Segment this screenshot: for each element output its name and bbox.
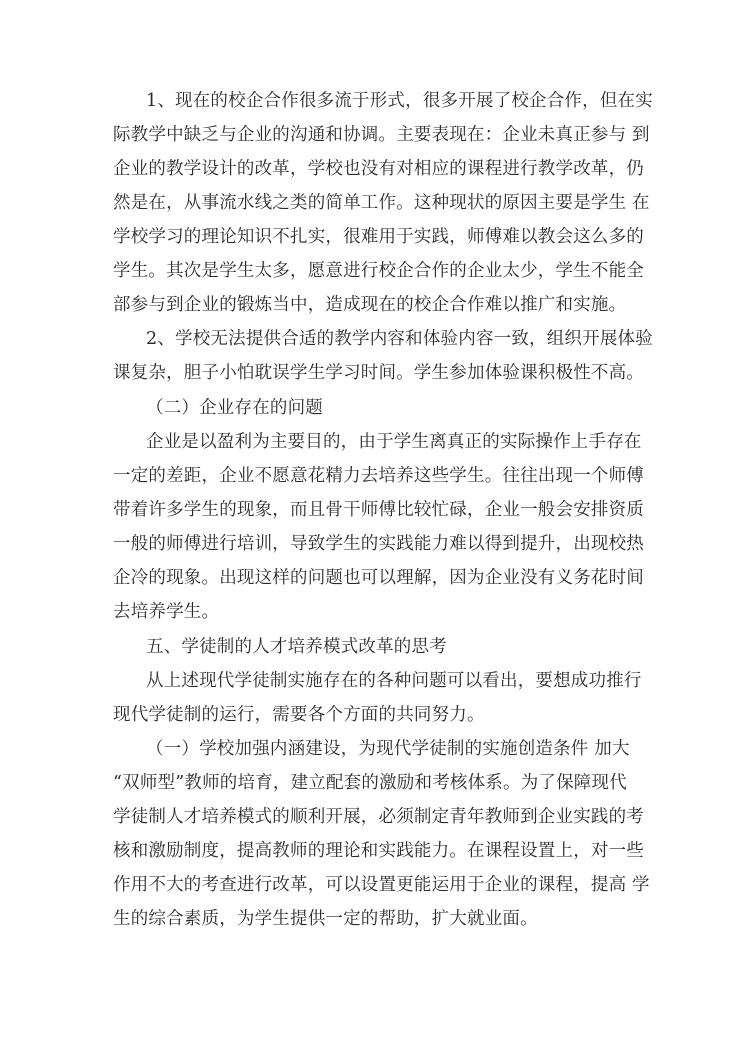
paragraph-line: 企冷的现象。出现这样的问题也可以理解，因为企业没有义务花时间 [113, 568, 644, 588]
paragraph-line: 核和激励制度，提高教师的理论和实践能力。在课程设置上，对一些 [113, 841, 644, 861]
paragraph-line: 际教学中缺乏与企业的沟通和协调。主要表现在：企业未真正参与 到 [113, 125, 650, 145]
paragraph-line: 课复杂，胆子小怕耽误学生学习时间。学生参加体验课积极性不高。 [113, 363, 644, 383]
paragraph-line: 从上述现代学徒制实施存在的各种问题可以看出，要想成功推行 [146, 671, 642, 691]
paragraph-line: 学徒制人才培养模式的顺利开展，必须制定青年教师到企业实践的考 [113, 807, 644, 827]
paragraph-line: 带着许多学生的现象，而且骨干师傅比较忙碌，企业一般会安排资质 [113, 500, 644, 520]
paragraph-line: 学校学习的理论知识不扎实，很难用于实践，师傅难以教会这么多的 [113, 227, 644, 247]
paragraph-line: 企业的教学设计的改革，学校也没有对相应的课程进行教学改革，仍 [113, 159, 644, 179]
paragraph-line: 部参与到企业的锻炼当中，造成现在的校企合作难以推广和实施。 [113, 295, 627, 315]
paragraph-line: 一定的差距，企业不愿意花精力去培养这些学生。往往出现一个师傅 [113, 466, 644, 486]
paragraph-line: 学生。其次是学生太多，愿意进行校企合作的企业太少，学生不能全 [113, 261, 644, 281]
paragraph-line: “双师型”教师的培育，建立配套的激励和考核体系。为了保障现代 [113, 773, 627, 793]
paragraph-line: 去培养学生。 [113, 602, 220, 622]
section-heading: 五、学徒制的人才培养模式改革的思考 [146, 637, 447, 657]
section-heading: （二）企业存在的问题 [146, 398, 323, 418]
paragraph-line: 作用不大的考查进行改革，可以设置更能运用于企业的课程，提高 学 [113, 875, 650, 895]
paragraph-line: 现代学徒制的运行，需要各个方面的共同努力。 [113, 705, 485, 725]
paragraph-line: 一般的师傅进行培训，导致学生的实践能力难以得到提升，出现校热 [113, 534, 644, 554]
paragraph-line: 1、现在的校企合作很多流于形式，很多开展了校企合作，但在实 [146, 91, 653, 111]
paragraph-line: 企业是以盈利为主要目的，由于学生离真正的实际操作上手存在 [146, 432, 642, 452]
paragraph-line: 2、学校无法提供合适的教学内容和体验内容一致，组织开展体验 [146, 329, 653, 349]
paragraph-line: （一）学校加强内涵建设，为现代学徒制的实施创造条件 加大 [146, 739, 630, 759]
paragraph-line: 然是在，从事流水线之类的简单工作。这种现状的原因主要是学生 在 [113, 193, 650, 213]
paragraph-line: 生的综合素质，为学生提供一定的帮助，扩大就业面。 [113, 909, 538, 929]
